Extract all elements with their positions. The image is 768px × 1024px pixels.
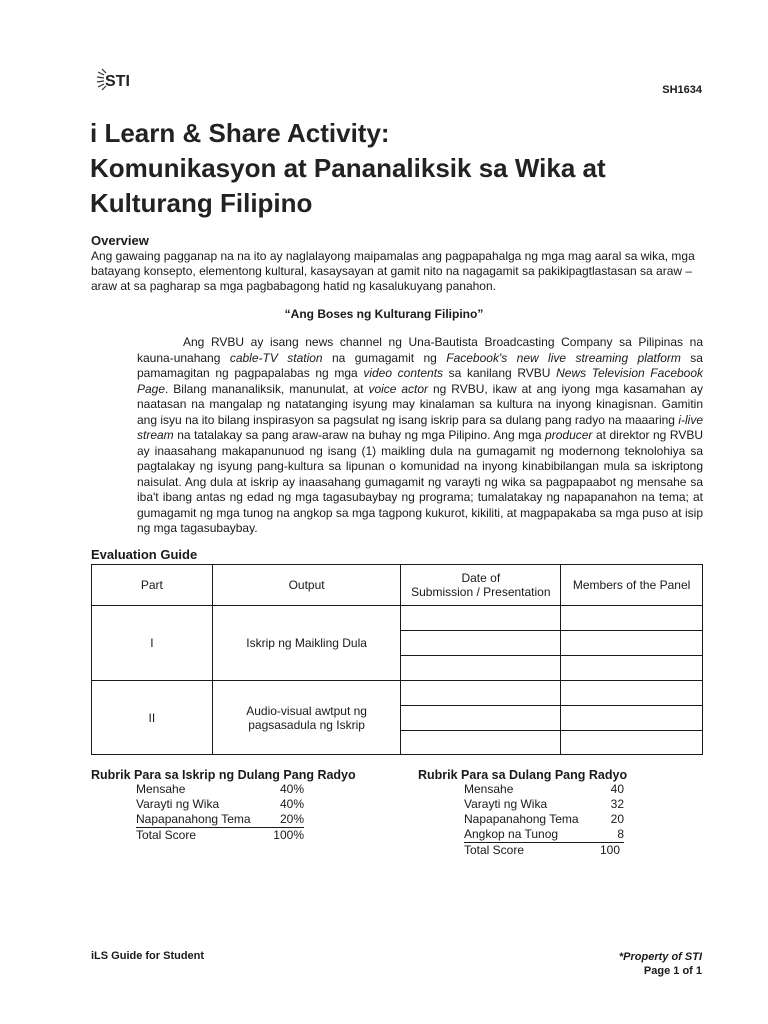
cell-part: I [92, 606, 213, 681]
cell-part: II [92, 681, 213, 755]
col-header-output: Output [212, 565, 401, 606]
list-item: Napapanahong Tema 20% [136, 812, 304, 826]
rubric-right-heading: Rubrik Para sa Dulang Pang Radyo [418, 768, 628, 782]
document-id: SH1634 [662, 84, 702, 96]
sti-logo [96, 66, 142, 92]
cell-empty [561, 706, 703, 731]
evaluation-heading: Evaluation Guide [91, 547, 198, 562]
list-item: Mensahe 40 [464, 782, 624, 796]
overview-heading: Overview [91, 233, 149, 248]
table-row [92, 681, 703, 706]
cell-empty [401, 681, 561, 706]
footer-page-number: Page 1 of 1 [643, 965, 702, 977]
logo-text: STI [105, 73, 130, 90]
list-item-total: Total Score 100 [464, 843, 620, 857]
rubric-right-list [464, 782, 624, 858]
cell-empty [401, 631, 561, 656]
title-line-2: Komunikasyon at Pananaliksik sa Wika at [90, 153, 606, 183]
story-title: “Ang Boses ng Kulturang Filipino” [284, 307, 484, 321]
overview-text: Ang gawaing pagganap na na ito ay naglalayong maipamalas ang pagpapahalga ng mga mag aaral sa wika, mga batayang konsepto, elementong kultural, kasaysayan at gamit nito na nagagamit sa pakikipagtlastasan sa araw – araw at sa pagharap sa mga pagbabagong hatid ng kasalukuyang panahon. [91, 249, 695, 293]
cell-empty [401, 656, 561, 681]
footer-guide-label: iLS Guide for Student [91, 950, 205, 962]
list-item: Varayti ng Wika 32 [464, 797, 624, 811]
cell-empty [401, 731, 561, 755]
table-row [92, 606, 703, 631]
cell-empty [561, 606, 703, 631]
cell-output: Audio-visual awtput ng pagsasadula ng Iskrip [212, 681, 401, 755]
cell-empty [561, 731, 703, 755]
footer-right [619, 950, 702, 978]
cell-empty [561, 631, 703, 656]
cell-empty [401, 606, 561, 631]
rubric-left-list [136, 782, 304, 843]
col-header-part: Part [92, 565, 213, 606]
title-line-3: Kulturang Filipino [90, 188, 313, 218]
list-item-total: Total Score 100% [136, 828, 304, 842]
cell-empty [561, 656, 703, 681]
title-line-1: i Learn & Share Activity: [90, 118, 390, 148]
cell-output: Iskrip ng Maikling Dula [212, 606, 401, 681]
list-item: Mensahe 40% [136, 782, 304, 796]
col-header-date: Date of Submission / Presentation [401, 565, 561, 606]
list-item: Varayti ng Wika 40% [136, 797, 304, 811]
cell-empty [401, 706, 561, 731]
story-paragraph: Ang RVBU ay isang news channel ng Una-Bautista Broadcasting Company sa Pilipinas na kauna-unahang cable-TV station na gumagamit ng Facebook's new live streaming platform sa pamamagitan ng pagpapalabas ng mga video contents sa kanilang RVBU News Television Facebook Page. Bilang mananaliksik, manunulat, at voice actor ng RVBU, ikaw at ang iyong mga kasamahan ay naatasan na mangalap ng natatanging isyung may kinalaman sa kultura na inyong kinagisnan. Gamitin ang isyu na ito bilang inspirasyon sa pagsulat ng isang iskrip para sa dulang pang radyo na maaaring i-live stream na tatalakay sa pang araw-araw na buhay ng mga Pilipino. Ang mga producer at direktor ng RVBU ay inaasahang makapanunuod ng isang (1) maikling dula na gumagamit ng modernong teknolohiya sa pagtalakay ng isyung pang-kultura sa lipunan o komunidad na inyong kinabibilangan mula sa iskriptong naisulat. Ang dula at iskrip ay inaasahang gumagamit ng varayti ng wika sa pagpapaabot ng mensahe sa iba't ibang antas ng edad ng mga tagasubaybay ng programa; tumalatakay ng napapanahon na tema; at gumagamit ng mga tunog na angkop sa mga tagpong kukurot, kikiliti, at magpapakaba sa mga puso at isip ng mga tagasubaybay. [137, 335, 704, 535]
footer-property: *Property of STI [618, 951, 702, 963]
cell-empty [561, 681, 703, 706]
evaluation-table [91, 564, 703, 755]
table-header-row [92, 565, 703, 606]
rubric-left-heading: Rubrik Para sa Iskrip ng Dulang Pang Radyo [91, 768, 356, 782]
col-header-panel: Members of the Panel [561, 565, 703, 606]
page-title [90, 116, 690, 221]
list-item: Angkop na Tunog 8 [464, 827, 624, 841]
list-item: Napapanahong Tema 20 [464, 812, 624, 826]
